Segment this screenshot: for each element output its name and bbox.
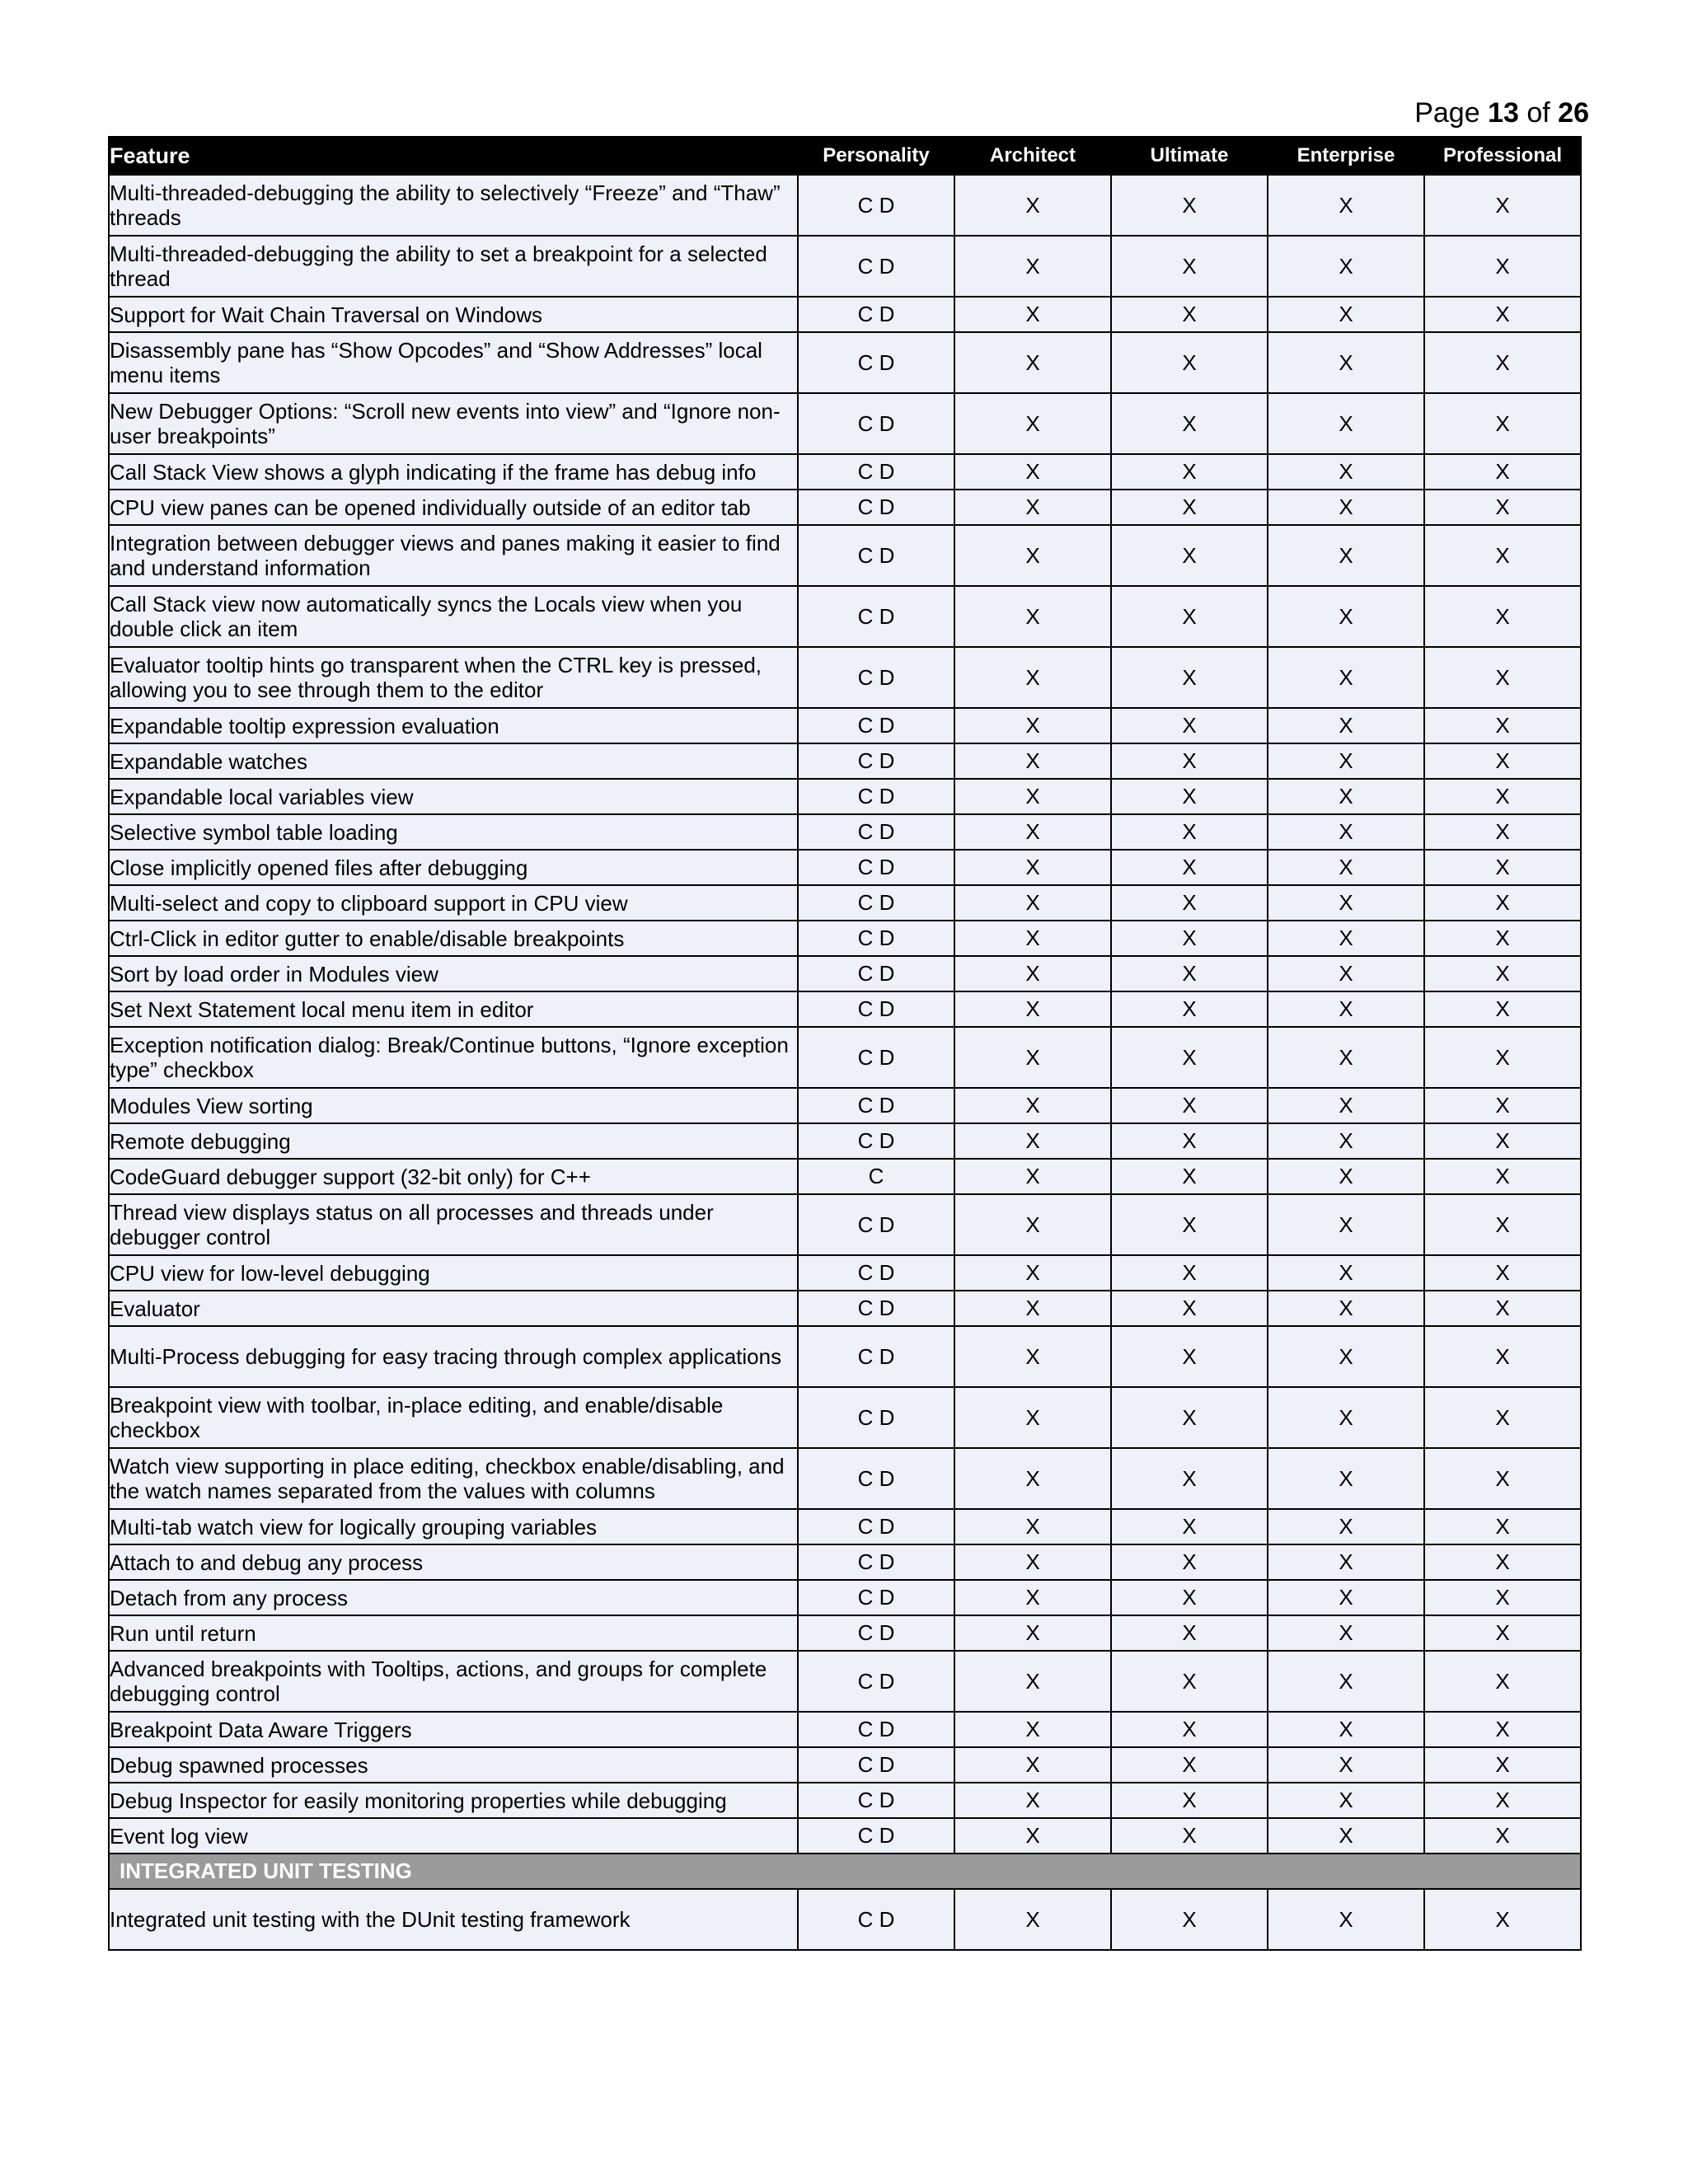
edition-cell: X [1111, 1509, 1268, 1544]
edition-cell: X [954, 1027, 1111, 1088]
edition-cell: X [1268, 1448, 1424, 1509]
edition-cell: C D [798, 1194, 954, 1255]
edition-cell: X [1111, 1818, 1268, 1854]
edition-cell: C D [798, 921, 954, 956]
table-row [109, 1088, 1581, 1123]
edition-cell: C D [798, 956, 954, 991]
table-row [109, 1651, 1581, 1712]
edition-cell: X [1424, 814, 1581, 850]
edition-cell: X [1268, 1651, 1424, 1712]
edition-cell: X [1111, 175, 1268, 236]
feature-cell: Integration between debugger views and panes making it easier to find and understand information [109, 525, 798, 586]
edition-cell: X [954, 490, 1111, 525]
edition-cell: C D [798, 454, 954, 490]
edition-cell: X [1111, 1448, 1268, 1509]
table-row [109, 1448, 1581, 1509]
table-row [109, 393, 1581, 454]
table-row [109, 956, 1581, 991]
feature-cell: Breakpoint view with toolbar, in-place editing, and enable/disable checkbox [109, 1387, 798, 1448]
edition-cell: X [1268, 921, 1424, 956]
edition-cell: C D [798, 525, 954, 586]
edition-cell: X [1424, 708, 1581, 743]
edition-cell: X [1111, 850, 1268, 885]
edition-cell: X [1424, 1123, 1581, 1159]
edition-cell: X [1111, 743, 1268, 779]
feature-cell: Multi-threaded-debugging the ability to set a breakpoint for a selected thread [109, 236, 798, 297]
feature-cell: Support for Wait Chain Traversal on Windows [109, 297, 798, 332]
table-row [109, 779, 1581, 814]
edition-cell: X [1424, 1712, 1581, 1747]
edition-cell: X [1111, 1255, 1268, 1291]
edition-cell: X [1268, 393, 1424, 454]
edition-cell: X [1424, 779, 1581, 814]
edition-cell: X [954, 1544, 1111, 1580]
edition-cell: X [1424, 1027, 1581, 1088]
edition-cell: X [1424, 1889, 1581, 1950]
table-row [109, 1544, 1581, 1580]
edition-cell: X [954, 1448, 1111, 1509]
edition-cell: X [954, 297, 1111, 332]
feature-cell: Selective symbol table loading [109, 814, 798, 850]
edition-cell: C D [798, 393, 954, 454]
edition-cell: C D [798, 708, 954, 743]
section-title: INTEGRATED UNIT TESTING [109, 1854, 1581, 1889]
edition-cell: C [798, 1159, 954, 1194]
edition-cell: X [1424, 921, 1581, 956]
edition-cell: X [1268, 708, 1424, 743]
edition-cell: X [1424, 956, 1581, 991]
edition-cell: X [1111, 1783, 1268, 1818]
edition-cell: C D [798, 885, 954, 921]
edition-cell: X [954, 236, 1111, 297]
table-row [109, 454, 1581, 490]
feature-cell: Evaluator [109, 1291, 798, 1326]
edition-cell: X [1268, 1889, 1424, 1950]
edition-cell: X [954, 1818, 1111, 1854]
edition-cell: X [1268, 1818, 1424, 1854]
edition-cell: X [1111, 921, 1268, 956]
edition-cell: X [954, 708, 1111, 743]
edition-cell: X [954, 850, 1111, 885]
feature-cell: Expandable watches [109, 743, 798, 779]
edition-cell: C D [798, 1123, 954, 1159]
feature-cell: Multi-tab watch view for logically grouping variables [109, 1509, 798, 1544]
edition-cell: X [1424, 1255, 1581, 1291]
edition-cell: C D [798, 1544, 954, 1580]
edition-cell: C D [798, 1712, 954, 1747]
feature-matrix-table [108, 136, 1582, 1951]
edition-cell: C D [798, 1387, 954, 1448]
edition-cell: C D [798, 1326, 954, 1387]
table-row [109, 1818, 1581, 1854]
table-row [109, 1783, 1581, 1818]
edition-cell: X [1111, 297, 1268, 332]
feature-cell: CPU view for low-level debugging [109, 1255, 798, 1291]
edition-cell: X [1111, 525, 1268, 586]
edition-cell: X [1268, 1159, 1424, 1194]
feature-cell: Attach to and debug any process [109, 1544, 798, 1580]
edition-cell: X [1424, 885, 1581, 921]
edition-cell: X [954, 814, 1111, 850]
edition-cell: X [954, 1580, 1111, 1615]
table-row [109, 991, 1581, 1027]
edition-cell: C D [798, 779, 954, 814]
edition-cell: X [1268, 991, 1424, 1027]
edition-cell: C D [798, 1615, 954, 1651]
edition-cell: X [1268, 1291, 1424, 1326]
edition-cell: X [1424, 991, 1581, 1027]
edition-cell: X [1111, 779, 1268, 814]
header-edition: Architect [954, 137, 1111, 175]
table-row [109, 1747, 1581, 1783]
header-edition: Professional [1424, 137, 1581, 175]
table-row [109, 1123, 1581, 1159]
edition-cell: X [1424, 454, 1581, 490]
edition-cell: X [1424, 1509, 1581, 1544]
feature-cell: Advanced breakpoints with Tooltips, actions, and groups for complete debugging control [109, 1651, 798, 1712]
header-feature: Feature [109, 137, 798, 175]
feature-cell: Call Stack View shows a glyph indicating if the frame has debug info [109, 454, 798, 490]
edition-cell: X [954, 1651, 1111, 1712]
edition-cell: X [1424, 1326, 1581, 1387]
feature-cell: Debug Inspector for easily monitoring properties while debugging [109, 1783, 798, 1818]
edition-cell: X [1111, 1123, 1268, 1159]
edition-cell: X [1424, 393, 1581, 454]
edition-cell: X [954, 1615, 1111, 1651]
feature-cell: Integrated unit testing with the DUnit testing framework [109, 1889, 798, 1950]
table-row [109, 297, 1581, 332]
header-edition: Personality [798, 137, 954, 175]
edition-cell: X [1268, 1783, 1424, 1818]
feature-cell: New Debugger Options: “Scroll new events into view” and “Ignore non-user breakpoints” [109, 393, 798, 454]
edition-cell: X [954, 454, 1111, 490]
edition-cell: X [1111, 393, 1268, 454]
edition-cell: X [1111, 454, 1268, 490]
table-row [109, 1509, 1581, 1544]
header-edition: Enterprise [1268, 137, 1424, 175]
edition-cell: C D [798, 743, 954, 779]
edition-cell: C D [798, 1088, 954, 1123]
edition-cell: C D [798, 647, 954, 708]
edition-cell: X [954, 586, 1111, 647]
table-row [109, 490, 1581, 525]
feature-cell: Evaluator tooltip hints go transparent when the CTRL key is pressed, allowing you to see through them to the editor [109, 647, 798, 708]
page-number: Page 13 of 26 [1414, 97, 1589, 129]
edition-cell: X [1268, 1255, 1424, 1291]
edition-cell: X [1111, 1159, 1268, 1194]
edition-cell: X [954, 1783, 1111, 1818]
feature-cell: Sort by load order in Modules view [109, 956, 798, 991]
feature-cell: Expandable tooltip expression evaluation [109, 708, 798, 743]
edition-cell: X [1268, 332, 1424, 393]
edition-cell: C D [798, 1747, 954, 1783]
table-row [109, 743, 1581, 779]
edition-cell: C D [798, 991, 954, 1027]
edition-cell: C D [798, 1651, 954, 1712]
feature-cell: Disassembly pane has “Show Opcodes” and “Show Addresses” local menu items [109, 332, 798, 393]
edition-cell: C D [798, 586, 954, 647]
edition-cell: X [1268, 297, 1424, 332]
edition-cell: X [954, 1889, 1111, 1950]
edition-cell: X [1111, 1615, 1268, 1651]
feature-cell: Set Next Statement local menu item in editor [109, 991, 798, 1027]
edition-cell: X [1424, 1580, 1581, 1615]
table-row [109, 1889, 1581, 1950]
edition-cell: X [1111, 708, 1268, 743]
edition-cell: X [954, 956, 1111, 991]
edition-cell: X [1268, 1615, 1424, 1651]
table-row [109, 236, 1581, 297]
edition-cell: X [1111, 647, 1268, 708]
table-row [109, 1712, 1581, 1747]
edition-cell: X [1268, 1123, 1424, 1159]
edition-cell: X [954, 1712, 1111, 1747]
edition-cell: X [1424, 332, 1581, 393]
edition-cell: C D [798, 850, 954, 885]
edition-cell: X [1268, 175, 1424, 236]
edition-cell: X [1111, 490, 1268, 525]
edition-cell: X [1268, 743, 1424, 779]
edition-cell: X [1111, 885, 1268, 921]
feature-cell: Breakpoint Data Aware Triggers [109, 1712, 798, 1747]
edition-cell: X [1111, 586, 1268, 647]
header-edition: Ultimate [1111, 137, 1268, 175]
edition-cell: X [1424, 743, 1581, 779]
edition-cell: C D [798, 1818, 954, 1854]
edition-cell: X [1111, 1291, 1268, 1326]
table-row [109, 1291, 1581, 1326]
edition-cell: X [1424, 525, 1581, 586]
edition-cell: X [1424, 1818, 1581, 1854]
edition-cell: X [954, 1255, 1111, 1291]
edition-cell: X [1424, 297, 1581, 332]
edition-cell: X [1268, 1580, 1424, 1615]
edition-cell: C D [798, 1580, 954, 1615]
table-row [109, 175, 1581, 236]
feature-cell: Close implicitly opened files after debugging [109, 850, 798, 885]
edition-cell: X [954, 779, 1111, 814]
edition-cell: C D [798, 1255, 954, 1291]
edition-cell: X [1268, 1544, 1424, 1580]
feature-cell: Multi-threaded-debugging the ability to selectively “Freeze” and “Thaw” threads [109, 175, 798, 236]
edition-cell: C D [798, 175, 954, 236]
table-row [109, 647, 1581, 708]
edition-cell: C D [798, 332, 954, 393]
feature-cell: Debug spawned processes [109, 1747, 798, 1783]
table-row [109, 921, 1581, 956]
edition-cell: C D [798, 1509, 954, 1544]
edition-cell: C D [798, 1889, 954, 1950]
edition-cell: X [1424, 647, 1581, 708]
feature-cell: Multi-Process debugging for easy tracing through complex applications [109, 1326, 798, 1387]
edition-cell: X [1268, 1712, 1424, 1747]
edition-cell: C D [798, 1783, 954, 1818]
edition-cell: X [1268, 236, 1424, 297]
edition-cell: X [1424, 490, 1581, 525]
table-row [109, 1326, 1581, 1387]
edition-cell: X [1268, 525, 1424, 586]
edition-cell: X [1268, 814, 1424, 850]
edition-cell: X [1268, 647, 1424, 708]
edition-cell: X [1111, 1387, 1268, 1448]
edition-cell: X [1424, 175, 1581, 236]
table-row [109, 1255, 1581, 1291]
edition-cell: X [1268, 1747, 1424, 1783]
edition-cell: X [1424, 1387, 1581, 1448]
edition-cell: X [1424, 236, 1581, 297]
edition-cell: X [1424, 1783, 1581, 1818]
edition-cell: X [1111, 1889, 1268, 1950]
table-header-row [109, 137, 1581, 175]
edition-cell: X [1424, 1448, 1581, 1509]
feature-cell: CPU view panes can be opened individually outside of an editor tab [109, 490, 798, 525]
feature-cell: Expandable local variables view [109, 779, 798, 814]
edition-cell: X [1268, 956, 1424, 991]
edition-cell: X [1111, 814, 1268, 850]
table-row [109, 850, 1581, 885]
feature-cell: Call Stack view now automatically syncs the Locals view when you double click an item [109, 586, 798, 647]
edition-cell: X [954, 1159, 1111, 1194]
edition-cell: X [954, 525, 1111, 586]
table-row [109, 814, 1581, 850]
edition-cell: X [1268, 586, 1424, 647]
edition-cell: C D [798, 814, 954, 850]
edition-cell: X [954, 1194, 1111, 1255]
edition-cell: C D [798, 297, 954, 332]
edition-cell: X [1268, 1387, 1424, 1448]
table-row [109, 885, 1581, 921]
edition-cell: C D [798, 1448, 954, 1509]
edition-cell: X [1424, 850, 1581, 885]
edition-cell: X [1111, 1544, 1268, 1580]
edition-cell: X [1111, 1712, 1268, 1747]
edition-cell: X [1111, 332, 1268, 393]
edition-cell: X [954, 743, 1111, 779]
feature-cell: Watch view supporting in place editing, checkbox enable/disabling, and the watch names separated from the values with columns [109, 1448, 798, 1509]
table-row [109, 586, 1581, 647]
edition-cell: X [954, 1509, 1111, 1544]
feature-cell: CodeGuard debugger support (32-bit only) for C++ [109, 1159, 798, 1194]
feature-cell: Exception notification dialog: Break/Continue buttons, “Ignore exception type” checkbox [109, 1027, 798, 1088]
feature-cell: Remote debugging [109, 1123, 798, 1159]
edition-cell: X [954, 991, 1111, 1027]
edition-cell: X [1111, 1580, 1268, 1615]
edition-cell: X [1268, 1194, 1424, 1255]
edition-cell: X [1268, 1088, 1424, 1123]
edition-cell: X [954, 1747, 1111, 1783]
edition-cell: X [1111, 1194, 1268, 1255]
edition-cell: X [1424, 1194, 1581, 1255]
edition-cell: X [1268, 490, 1424, 525]
edition-cell: X [1111, 236, 1268, 297]
feature-cell: Detach from any process [109, 1580, 798, 1615]
edition-cell: X [1268, 1326, 1424, 1387]
edition-cell: X [1111, 991, 1268, 1027]
table-row [109, 1387, 1581, 1448]
feature-cell: Ctrl-Click in editor gutter to enable/disable breakpoints [109, 921, 798, 956]
table-row [109, 1027, 1581, 1088]
edition-cell: X [954, 393, 1111, 454]
edition-cell: X [1268, 885, 1424, 921]
edition-cell: X [954, 1326, 1111, 1387]
feature-cell: Event log view [109, 1818, 798, 1854]
edition-cell: X [954, 1387, 1111, 1448]
section-header-row [109, 1854, 1581, 1889]
edition-cell: C D [798, 1027, 954, 1088]
edition-cell: X [1424, 1544, 1581, 1580]
table-row [109, 525, 1581, 586]
table-row [109, 1194, 1581, 1255]
edition-cell: X [1111, 1651, 1268, 1712]
edition-cell: C D [798, 236, 954, 297]
edition-cell: X [954, 1291, 1111, 1326]
edition-cell: X [954, 647, 1111, 708]
edition-cell: X [1268, 1509, 1424, 1544]
edition-cell: X [954, 1088, 1111, 1123]
edition-cell: X [1111, 1326, 1268, 1387]
feature-cell: Modules View sorting [109, 1088, 798, 1123]
edition-cell: X [1424, 586, 1581, 647]
edition-cell: X [1424, 1615, 1581, 1651]
feature-cell: Run until return [109, 1615, 798, 1651]
edition-cell: X [954, 1123, 1111, 1159]
edition-cell: X [954, 921, 1111, 956]
table-row [109, 708, 1581, 743]
edition-cell: X [1268, 850, 1424, 885]
table-row [109, 1159, 1581, 1194]
edition-cell: X [954, 332, 1111, 393]
edition-cell: X [1424, 1747, 1581, 1783]
table-row [109, 332, 1581, 393]
edition-cell: X [1111, 1088, 1268, 1123]
edition-cell: X [1424, 1088, 1581, 1123]
edition-cell: X [954, 175, 1111, 236]
table-row [109, 1615, 1581, 1651]
feature-cell: Multi-select and copy to clipboard support in CPU view [109, 885, 798, 921]
edition-cell: X [1111, 956, 1268, 991]
edition-cell: X [1424, 1651, 1581, 1712]
edition-cell: X [1424, 1159, 1581, 1194]
edition-cell: X [1268, 779, 1424, 814]
edition-cell: X [1111, 1027, 1268, 1088]
edition-cell: X [1268, 1027, 1424, 1088]
edition-cell: X [1111, 1747, 1268, 1783]
table-row [109, 1580, 1581, 1615]
edition-cell: X [1424, 1291, 1581, 1326]
edition-cell: C D [798, 1291, 954, 1326]
edition-cell: C D [798, 490, 954, 525]
edition-cell: X [954, 885, 1111, 921]
feature-cell: Thread view displays status on all processes and threads under debugger control [109, 1194, 798, 1255]
edition-cell: X [1268, 454, 1424, 490]
